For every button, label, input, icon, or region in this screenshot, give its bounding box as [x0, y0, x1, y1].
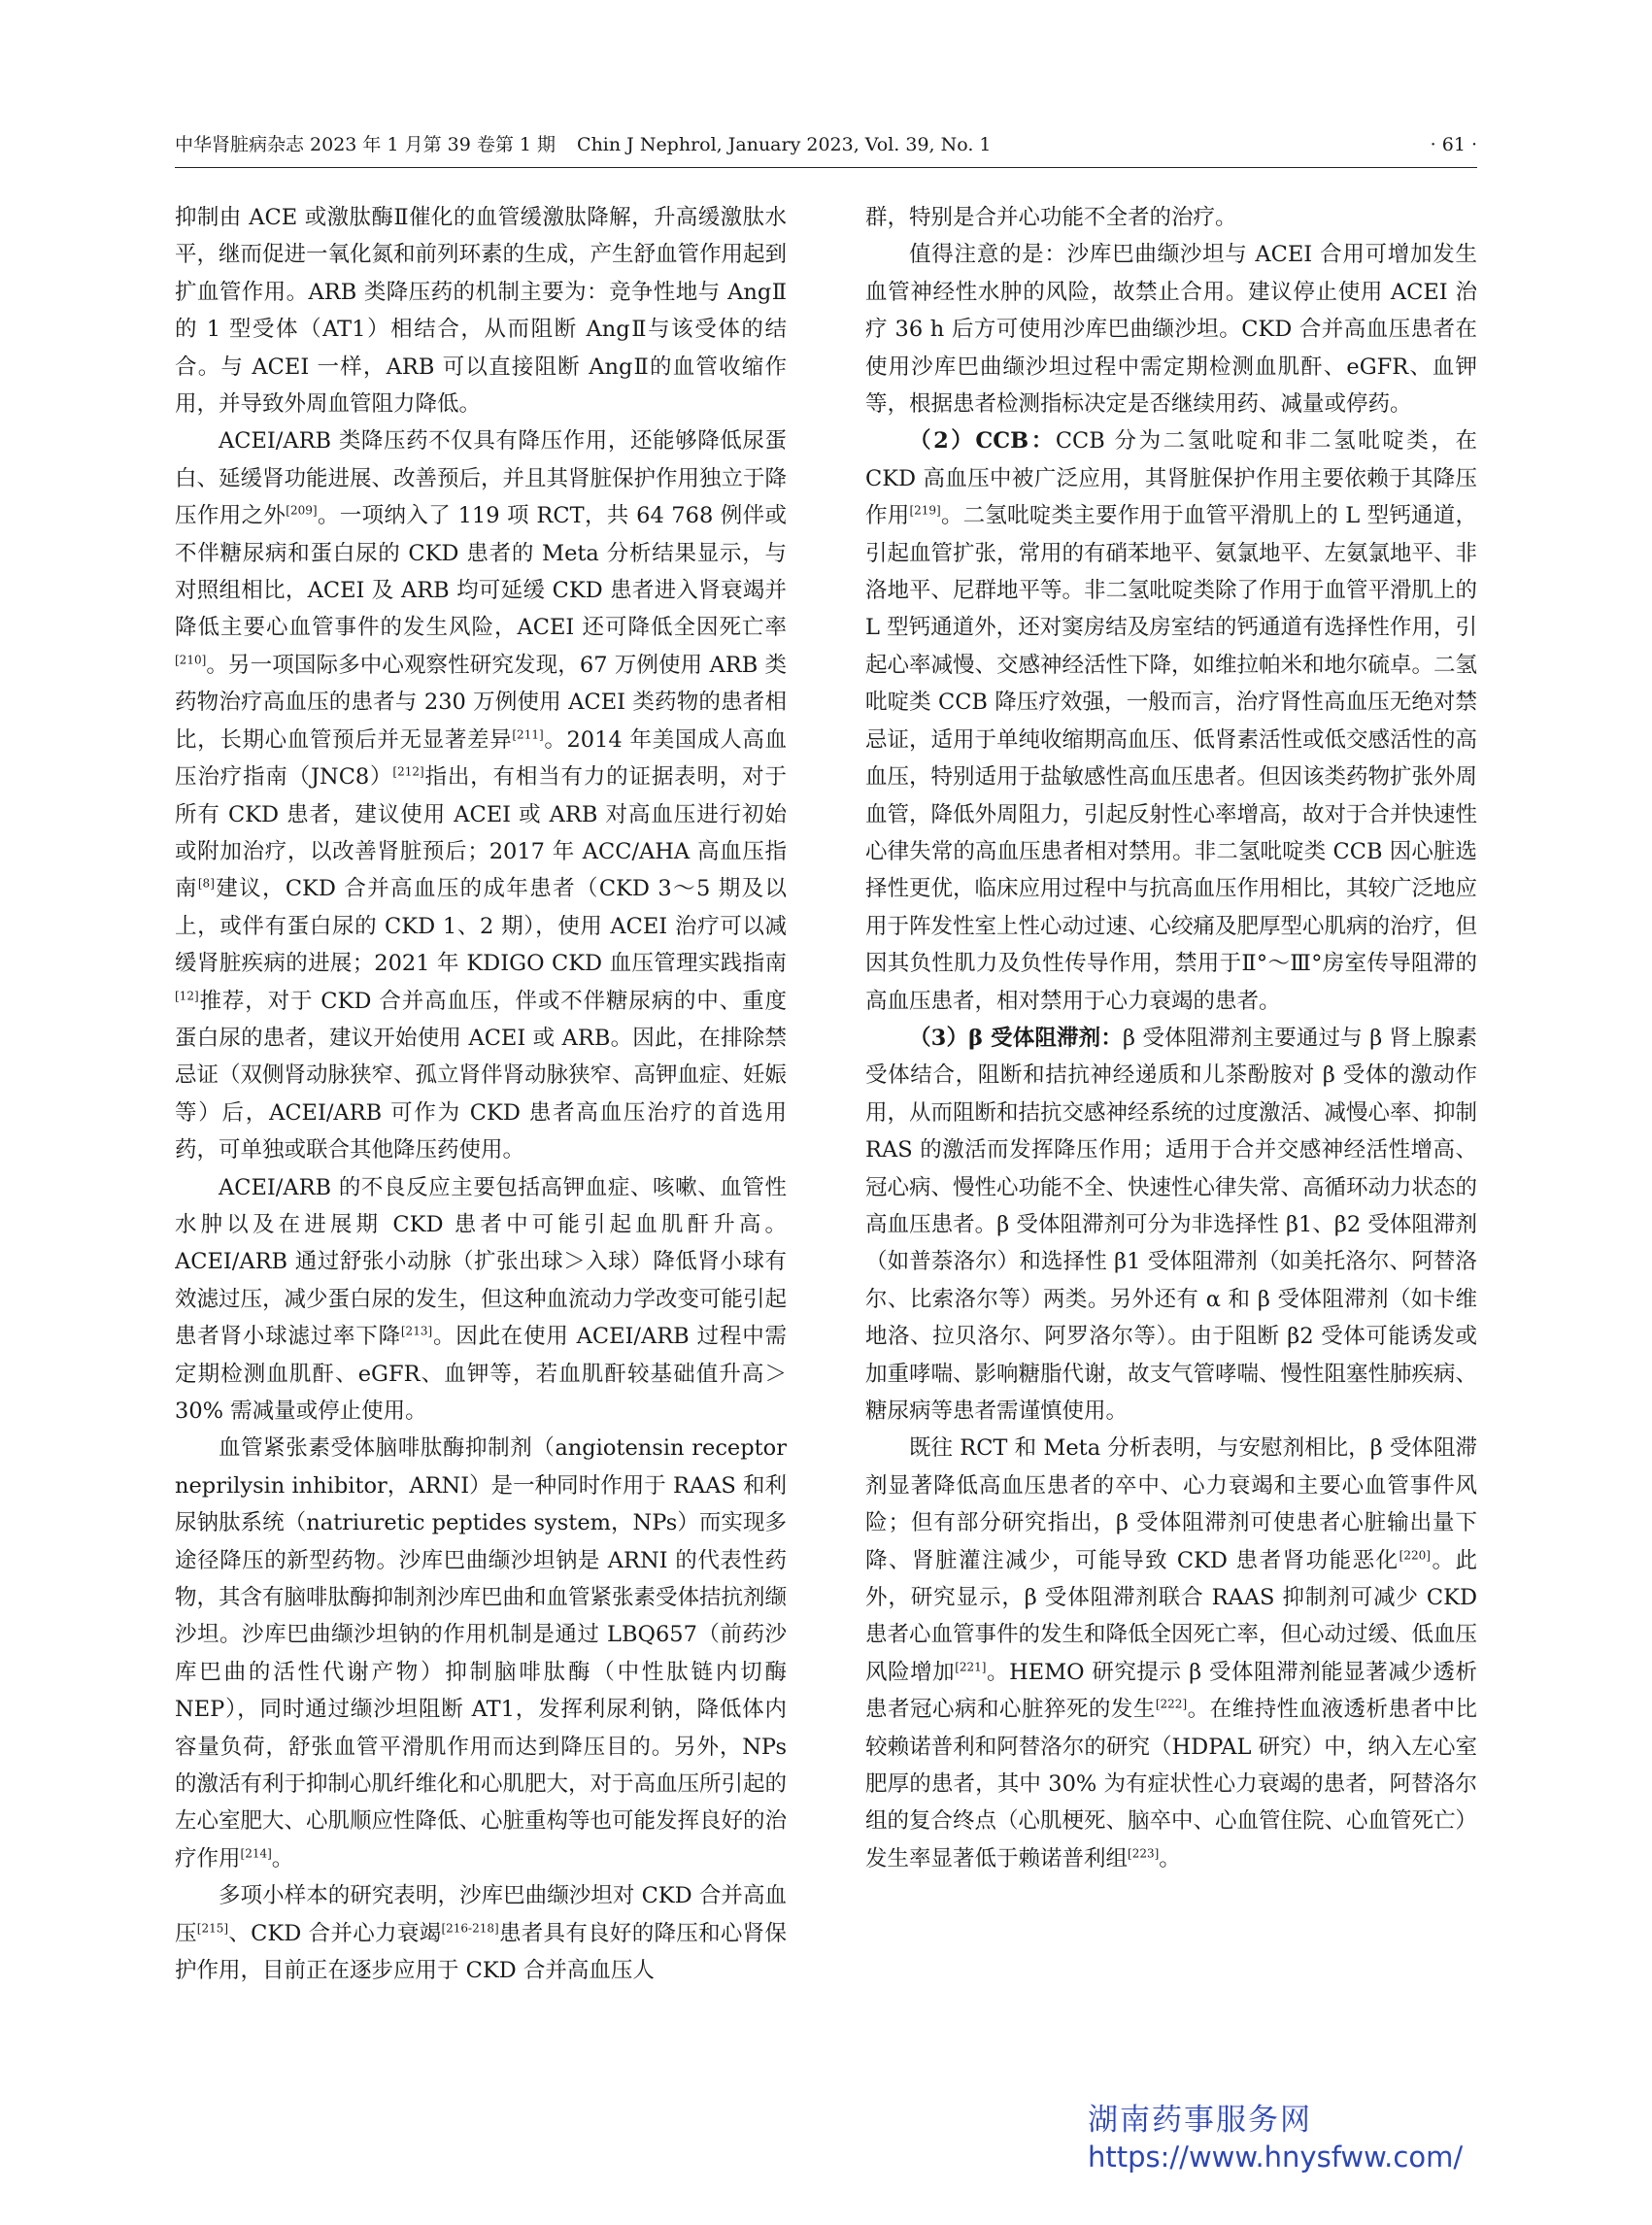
- page-number: · 61 ·: [1430, 134, 1477, 155]
- paragraph: 抑制由 ACE 或激肽酶Ⅱ催化的血管缓激肽降解，升高缓激肽水平，继而促进一氧化氮和前列环素的生成，产生舒血管作用起到扩血管作用。ARB 类降压药的机制主要为：竞争性地与 AngⅡ的 1 型受体（AT1）相结合，从而阻断 AngⅡ与该受体的结合。与 ACEI 一样，ARB 可以直接阻断 AngⅡ的血管收缩作用，并导致外周血管阻力降低。: [175, 205, 787, 418]
- citation: [8]: [197, 876, 215, 891]
- running-header: [175, 128, 1477, 161]
- citation: [211]: [512, 727, 544, 742]
- paragraph: 值得注意的是：沙库巴曲缬沙坦与 ACEI 合用可增加发生血管神经性水肿的风险，故禁止合用。建议停止使用 ACEI 治疗 36 h 后方可使用沙库巴曲缬沙坦。CKD 合并高血压患者在使用沙库巴曲缬沙坦过程中需定期检测血肌酐、eGFR、血钾等，根据患者检测指标决定是否继续用药、减量或停药。: [865, 242, 1477, 418]
- journal-title-cn: 中华肾脏病杂志 2023 年 1 月第 39 卷第 1 期: [175, 134, 556, 155]
- paragraph: ACEI/ARB 类降压药不仅具有降压作用，还能够降低尿蛋白、延缓肾功能进展、改善预后，并且其肾脏保护作用独立于降压作用之外[209]。一项纳入了 119 项 RCT，共 64 768 例伴或不伴糖尿病和蛋白尿的 CKD 患者的 Meta 分析结果显示，与对照组相比，ACEI 及 ARB 均可延缓 CKD 患者进入肾衰竭并降低主要心血管事件的发生风险，ACEI 还可降低全因死亡率[210]。另一项国际多中心观察性研究发现，67 万例使用 ARB 类药物治疗高血压的患者与 230 万例使用 ACEI 类药物的患者相比，长期心血管预后并无显著差异[211]。2014 年美国成人高血压治疗指南（JNC8）[212]指出，有相当有力的证据表明，对于所有 CKD 患者，建议使用 ACEI 或 ARB 对高血压进行初始或附加治疗，以改善肾脏预后；2017 年 ACC/AHA 高血压指南[8]建议，CKD 合并高血压的成年患者（CKD 3～5 期及以上，或伴有蛋白尿的 CKD 1、2 期），使用 ACEI 治疗可以减缓肾脏疾病的进展；2021 年 KDIGO CKD 血压管理实践指南[12]推荐，对于 CKD 合并高血压，伴或不伴糖尿病的中、重度蛋白尿的患者，建议开始使用 ACEI 或 ARB。因此，在排除禁忌证（双侧肾动脉狭窄、孤立肾伴肾动脉狭窄、高钾血症、妊娠等）后，ACEI/ARB 可作为 CKD 患者高血压治疗的首选用药，可单独或联合其他降压药使用。: [175, 428, 787, 1163]
- citation: [213]: [400, 1324, 433, 1338]
- citation: [216-218]: [441, 1921, 499, 1936]
- citation: [215]: [196, 1921, 229, 1936]
- subsection-heading: （2）CCB：: [909, 428, 1056, 455]
- citation: [209]: [286, 503, 318, 518]
- subsection-heading: （3）β 受体阻滞剂：: [909, 1025, 1123, 1051]
- citation: [210]: [175, 653, 207, 667]
- citation: [220]: [1399, 1548, 1431, 1563]
- left-column: [175, 199, 787, 2103]
- citation: [222]: [1155, 1697, 1188, 1711]
- citation: [223]: [1128, 1846, 1160, 1861]
- paragraph: 既往 RCT 和 Meta 分析表明，与安慰剂相比，β 受体阻滞剂显著降低高血压患者的卒中、心力衰竭和主要心血管事件风险；但有部分研究指出，β 受体阻滞剂可使患者心脏输出量下降、肾脏灌注减少，可能导致 CKD 患者肾功能恶化[220]。此外，研究显示，β 受体阻滞剂联合 RAAS 抑制剂可减少 CKD 患者心血管事件的发生和降低全因死亡率，但心动过缓、低血压风险增加[221]。HEMO 研究提示 β 受体阻滞剂能显著减少透析患者冠心病和心脏猝死的发生[222]。在维持性血液透析患者中比较赖诺普利和阿替洛尔的研究（HDPAL 研究）中，纳入左心室肥厚的患者，其中 30% 为有症状性心力衰竭的患者，阿替洛尔组的复合终点（心肌梗死、脑卒中、心血管住院、心血管死亡）发生率显著低于赖诺普利组[223]。: [865, 1435, 1477, 1871]
- right-column: [865, 199, 1477, 2103]
- citation: [214]: [240, 1846, 272, 1861]
- paragraph: （2）CCB：CCB 分为二氢吡啶和非二氢吡啶类，在 CKD 高血压中被广泛应用，其肾脏保护作用主要依赖于其降压作用[219]。二氢吡啶类主要作用于血管平滑肌上的 L 型钙通道，引起血管扩张，常用的有硝苯地平、氨氯地平、左氨氯地平、非洛地平、尼群地平等。非二氢吡啶类除了作用于血管平滑肌上的 L 型钙通道外，还对窦房结及房室结的钙通道有选择性作用，引起心率减慢、交感神经活性下降，如维拉帕米和地尔硫卓。二氢吡啶类 CCB 降压疗效强，一般而言，治疗肾性高血压无绝对禁忌证，适用于单纯收缩期高血压、低肾素活性或低交感活性的高血压，特别适用于盐敏感性高血压患者。但因该类药物扩张外周血管，降低外周阻力，引起反射性心率增高，故对于合并快速性心律失常的高血压患者相对禁用。非二氢吡啶类 CCB 因心脏选择性更优，临床应用过程中与抗高血压作用相比，其较广泛地应用于阵发性室上性心动过速、心绞痛及肥厚型心肌病的治疗，但因其负性肌力及负性传导作用，禁用于Ⅱ°～Ⅲ°房室传导阻滞的高血压患者，相对禁用于心力衰竭的患者。: [865, 428, 1477, 1014]
- watermark-url[interactable]: https://www.hnysfww.com/: [1088, 2141, 1464, 2174]
- citation: [12]: [175, 989, 199, 1003]
- paragraph: 群，特别是合并心功能不全者的治疗。: [865, 205, 1237, 230]
- paragraph: 多项小样本的研究表明，沙库巴曲缬沙坦对 CKD 合并高血压[215]、CKD 合并心力衰竭[216-218]患者具有良好的降压和心肾保护作用，目前正在逐步应用于 CKD 合并高血压人: [175, 1883, 787, 1984]
- citation: [221]: [955, 1660, 987, 1674]
- citation: [212]: [392, 764, 424, 779]
- header-rule: [175, 167, 1477, 168]
- journal-info: [175, 128, 992, 161]
- paragraph: ACEI/ARB 的不良反应主要包括高钾血症、咳嗽、血管性水肿以及在进展期 CKD 患者中可能引起血肌酐升高。ACEI/ARB 通过舒张小动脉（扩张出球＞入球）降低肾小球有效滤过压，减少蛋白尿的发生，但这种血流动力学改变可能引起患者肾小球滤过率下降[213]。因此在使用 ACEI/ARB 过程中需定期检测血肌酐、eGFR、血钾等，若血肌酐较基础值升高＞30% 需减量或停止使用。: [175, 1174, 787, 1424]
- paragraph: （3）β 受体阻滞剂：β 受体阻滞剂主要通过与 β 肾上腺素受体结合，阻断和拮抗神经递质和儿茶酚胺对 β 受体的激动作用，从而阻断和拮抗交感神经系统的过度激活、减慢心率、抑制 RAS 的激活而发挥降压作用；适用于合并交感神经活性增高、冠心病、慢性心功能不全、快速性心律失常、高循环动力状态的高血压患者。β 受体阻滞剂可分为非选择性 β1、β2 受体阻滞剂（如普萘洛尔）和选择性 β1 受体阻滞剂（如美托洛尔、阿替洛尔、比索洛尔等）两类。另外还有 α 和 β 受体阻滞剂（如卡维地洛、拉贝洛尔、阿罗洛尔等）。由于阻断 β2 受体可能诱发或加重哮喘、影响糖脂代谢，故支气管哮喘、慢性阻塞性肺疾病、糖尿病等患者需谨慎使用。: [865, 1025, 1477, 1424]
- watermark: [1088, 2103, 1496, 2176]
- citation: [219]: [909, 503, 941, 518]
- watermark-site-name: 湖南药事服务网: [1088, 2103, 1312, 2138]
- paragraph: 血管紧张素受体脑啡肽酶抑制剂（angiotensin receptor neprilysin inhibitor，ARNI）是一种同时作用于 RAAS 和利尿钠肽系统（natriuretic peptides system，NPs）而实现多途径降压的新型药物。沙库巴曲缬沙坦钠是 ARNI 的代表性药物，其含有脑啡肽酶抑制剂沙库巴曲和血管紧张素受体拮抗剂缬沙坦。沙库巴曲缬沙坦钠的作用机制是通过 LBQ657（前药沙库巴曲的活性代谢产物）抑制脑啡肽酶（中性肽链内切酶 NEP），同时通过缬沙坦阻断 AT1，发挥利尿利钠，降低体内容量负荷，舒张血管平滑肌作用而达到降压目的。另外，NPs 的激活有利于抑制心肌纤维化和心肌肥大，对于高血压所引起的左心室肥大、心肌顺应性降低、心脏重构等也可能发挥良好的治疗作用[214]。: [175, 1435, 787, 1871]
- journal-title-en: Chin J Nephrol, January 2023, Vol. 39, No. 1: [577, 134, 992, 155]
